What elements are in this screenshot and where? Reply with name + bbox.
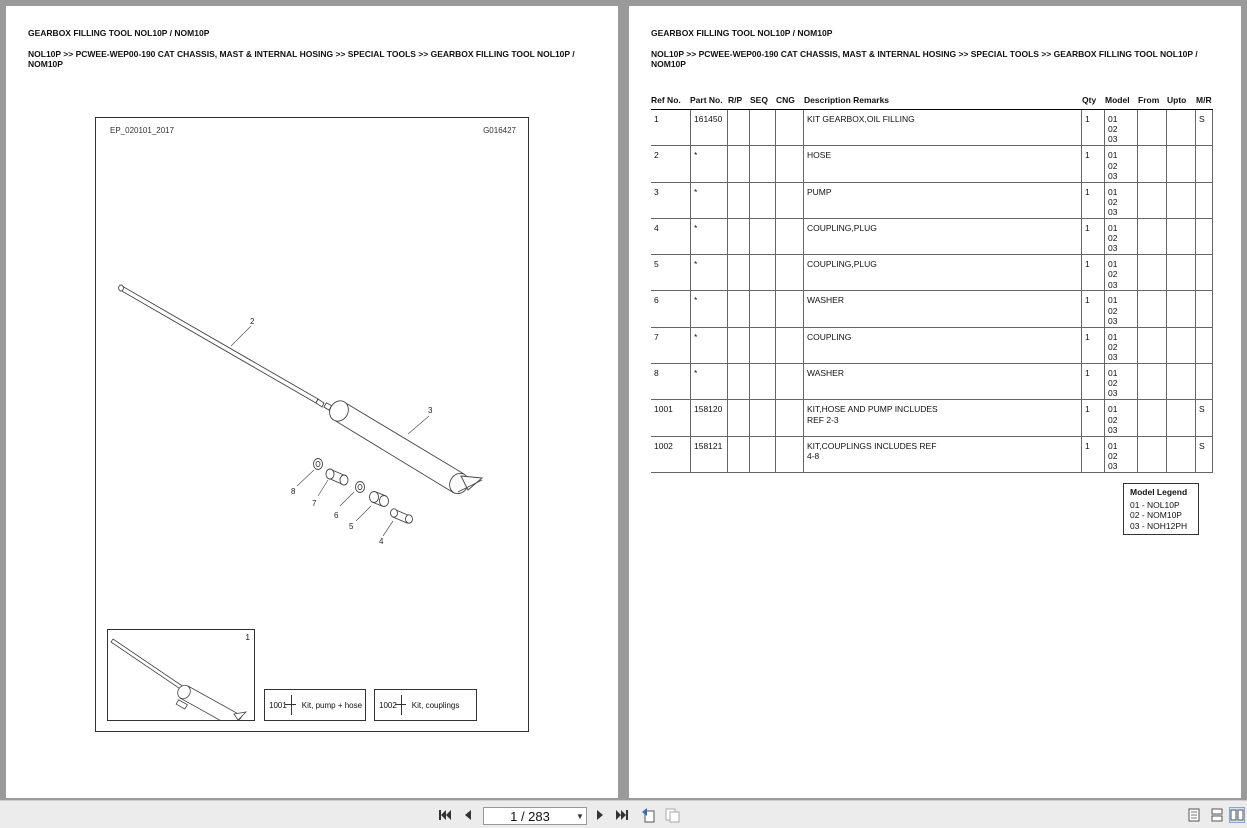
legend-item: 03 - NOH12PH [1130,520,1188,531]
page-number-input[interactable] [483,807,587,825]
table-cell: 1 [654,114,659,124]
two-page-view-icon[interactable] [1229,807,1245,823]
coupling-plug-part [370,492,389,507]
legend-item: 01 - NOL10P [1130,499,1180,510]
table-cell [1137,219,1166,254]
table-cell: KIT GEARBOX,OIL FILLING [803,110,1081,145]
kit-box-pump-hose [264,689,366,721]
table-cell: WASHER [803,364,1081,399]
table-cell: KIT,COUPLINGS INCLUDES REF 4-8 [803,437,1081,472]
table-row [651,110,1213,146]
single-page-view-icon[interactable] [1186,807,1202,823]
table-cell [775,364,803,399]
table-cell [1137,146,1166,181]
drawing-number: G016427 [483,126,516,135]
pump-part [326,397,482,497]
table-cell: * [690,183,727,218]
table-cell: 1 [1081,400,1104,435]
table-cell [727,400,749,435]
table-cell [775,291,803,326]
table-cell [775,328,803,363]
table-cell [1195,146,1213,181]
table-cell: 3 [654,186,659,197]
col-part: Part No. [690,95,723,105]
table-cell [1195,291,1213,326]
table-row [651,328,1213,364]
table-cell [1137,328,1166,363]
table-cell [749,291,775,326]
col-model: Model [1105,95,1130,105]
table-cell: 01 02 03 [1104,291,1137,326]
table-cell: HOSE [803,146,1081,181]
kit-overview-drawing [108,630,254,720]
table-cell [749,183,775,218]
table-row [651,183,1213,219]
table-cell [727,328,749,363]
table-cell: 1 [1081,328,1104,363]
document-page-left [6,6,618,798]
col-desc: Description Remarks [804,95,890,105]
coupling-part [326,469,348,485]
page-title: GEARBOX FILLING TOOL NOL10P / NOM10P [28,28,210,38]
table-cell: * [690,255,727,290]
table-cell: S [1195,400,1213,435]
col-qty: Qty [1082,95,1097,105]
table-cell: 01 02 03 [1104,110,1137,145]
table-cell: S [1195,110,1213,145]
table-cell: 4 [654,222,659,233]
legend-item: 02 - NOM10P [1130,510,1182,520]
table-cell: KIT,HOSE AND PUMP INCLUDES REF 2-3 [803,400,1081,435]
table-cell: 01 02 03 [1104,364,1137,399]
table-cell: 1 [1081,219,1104,254]
col-upto: Upto [1167,95,1187,105]
document-page-right [629,6,1241,798]
page-indicator: 1 / 283 [510,808,550,824]
table-cell [1166,110,1195,145]
col-rp: R/P [728,95,743,105]
last-page-icon[interactable] [614,807,630,823]
viewer-toolbar [0,800,1247,828]
prev-page-icon[interactable] [460,807,476,823]
table-cell [727,146,749,181]
table-cell [775,146,803,181]
table-cell [1166,291,1195,326]
callout-label: 7 [312,499,317,508]
page-title: GEARBOX FILLING TOOL NOL10P / NOM10P [651,28,833,38]
table-cell [749,255,775,290]
table-cell [749,219,775,254]
table-row [651,437,1213,473]
first-page-icon[interactable] [437,807,453,823]
table-cell [1137,183,1166,218]
table-cell: PUMP [803,183,1081,218]
table-cell [775,110,803,145]
next-page-icon[interactable] [592,807,608,823]
table-cell: S [1195,437,1213,472]
col-mr: M/R [1196,95,1212,105]
back-view-icon[interactable] [640,807,656,823]
table-cell [727,255,749,290]
table-cell [775,183,803,218]
callout-label: 8 [291,487,296,496]
kit-ref: 1002 [379,700,397,710]
table-cell [1137,437,1166,472]
table-cell [1195,364,1213,399]
table-cell [727,110,749,145]
table-cell: 158121 [690,437,727,472]
hose-part [119,285,332,410]
table-cell: 1 [1081,183,1104,218]
table-cell: 6 [654,295,659,306]
chevron-down-icon[interactable]: ▼ [576,811,584,821]
table-cell: 01 02 03 [1104,146,1137,181]
table-cell: 1001 [654,404,673,415]
breadcrumb: NOL10P >> PCWEE-WEP00-190 CAT CHASSIS, MAST & INTERNAL HOSING >> SPECIAL TOOLS >> GEARBOX FILLING TOOL NOL10P / NOM10P [28,49,575,69]
kit-box-couplings [374,689,477,721]
table-cell [749,328,775,363]
table-cell: * [690,291,727,326]
table-cell [727,437,749,472]
table-cell: COUPLING,PLUG [803,255,1081,290]
table-cell [1137,400,1166,435]
table-cell: 8 [654,368,659,379]
table-cell [775,219,803,254]
table-cell: 2 [654,150,659,161]
parts-table-header [651,92,1213,110]
table-cell: * [690,364,727,399]
table-cell [775,437,803,472]
washer-part [314,459,323,470]
parts-drawing [95,117,529,732]
table-cell [1195,328,1213,363]
table-cell [727,219,749,254]
table-cell: COUPLING,PLUG [803,219,1081,254]
drawing-code: EP_020101_2017 [110,126,175,135]
table-cell [1166,219,1195,254]
table-cell: 1 [1081,146,1104,181]
kit-ref: 1001 [269,700,287,710]
model-legend [1123,483,1199,535]
table-cell [1195,255,1213,290]
table-cell [775,255,803,290]
table-cell [1195,183,1213,218]
breadcrumb: NOL10P >> PCWEE-WEP00-190 CAT CHASSIS, MAST & INTERNAL HOSING >> SPECIAL TOOLS >> GEARBOX FILLING TOOL NOL10P / NOM10P [651,49,1198,69]
table-cell: 01 02 03 [1104,400,1137,435]
table-cell [727,183,749,218]
table-cell [749,364,775,399]
col-seq: SEQ [750,95,768,105]
table-cell: 161450 [690,110,727,145]
legend-title: Model Legend [1130,487,1188,497]
table-cell [1137,110,1166,145]
callout-label: 3 [428,406,433,415]
table-cell: 1002 [654,440,673,451]
col-ref: Ref No. [651,95,681,105]
table-cell [727,364,749,399]
table-cell [1137,255,1166,290]
callout-label: 4 [379,537,384,546]
table-cell: WASHER [803,291,1081,326]
table-cell [749,437,775,472]
table-row [651,400,1213,436]
table-cell: 7 [654,331,659,342]
table-cell: * [690,219,727,254]
table-cell [1166,328,1195,363]
table-cell [727,291,749,326]
table-cell [1166,255,1195,290]
table-cell: 1 [1081,437,1104,472]
table-cell: 1 [1081,255,1104,290]
table-cell: COUPLING [803,328,1081,363]
kit-label: Kit, pump + hose [301,700,363,710]
table-row [651,255,1213,291]
kit-label: Kit, couplings [411,700,460,710]
table-cell: * [690,146,727,181]
table-cell [1166,183,1195,218]
table-cell [749,110,775,145]
table-cell: 1 [1081,110,1104,145]
forward-view-icon[interactable] [664,807,680,823]
table-row [651,146,1213,182]
table-cell: 158120 [690,400,727,435]
table-cell: 01 02 03 [1104,255,1137,290]
table-cell [1166,146,1195,181]
parts-table [651,110,1213,473]
table-cell: 01 02 03 [1104,183,1137,218]
table-cell [1137,364,1166,399]
table-cell: 01 02 03 [1104,437,1137,472]
table-cell: * [690,328,727,363]
coupling-plug-part [391,509,413,523]
washer-part [356,482,365,493]
table-cell: 01 02 03 [1104,328,1137,363]
callout-label: 6 [334,511,339,520]
inset-label: 1 [245,633,250,642]
col-cng: CNG [776,95,795,105]
table-cell [749,146,775,181]
callout-label: 5 [349,522,354,531]
table-cell [1195,219,1213,254]
table-row [651,219,1213,255]
table-cell: 5 [654,259,659,270]
table-cell: 01 02 03 [1104,219,1137,254]
table-row [651,364,1213,400]
table-cell: 1 [1081,291,1104,326]
table-row [651,291,1213,327]
col-from: From [1138,95,1160,105]
kit-overview-inset [107,629,255,721]
table-cell: 1 [1081,364,1104,399]
table-cell [1166,400,1195,435]
table-cell [1166,364,1195,399]
table-cell [749,400,775,435]
table-cell [1166,437,1195,472]
callout-label: 2 [250,317,255,326]
table-cell [775,400,803,435]
table-cell [1137,291,1166,326]
continuous-view-icon[interactable] [1209,807,1225,823]
